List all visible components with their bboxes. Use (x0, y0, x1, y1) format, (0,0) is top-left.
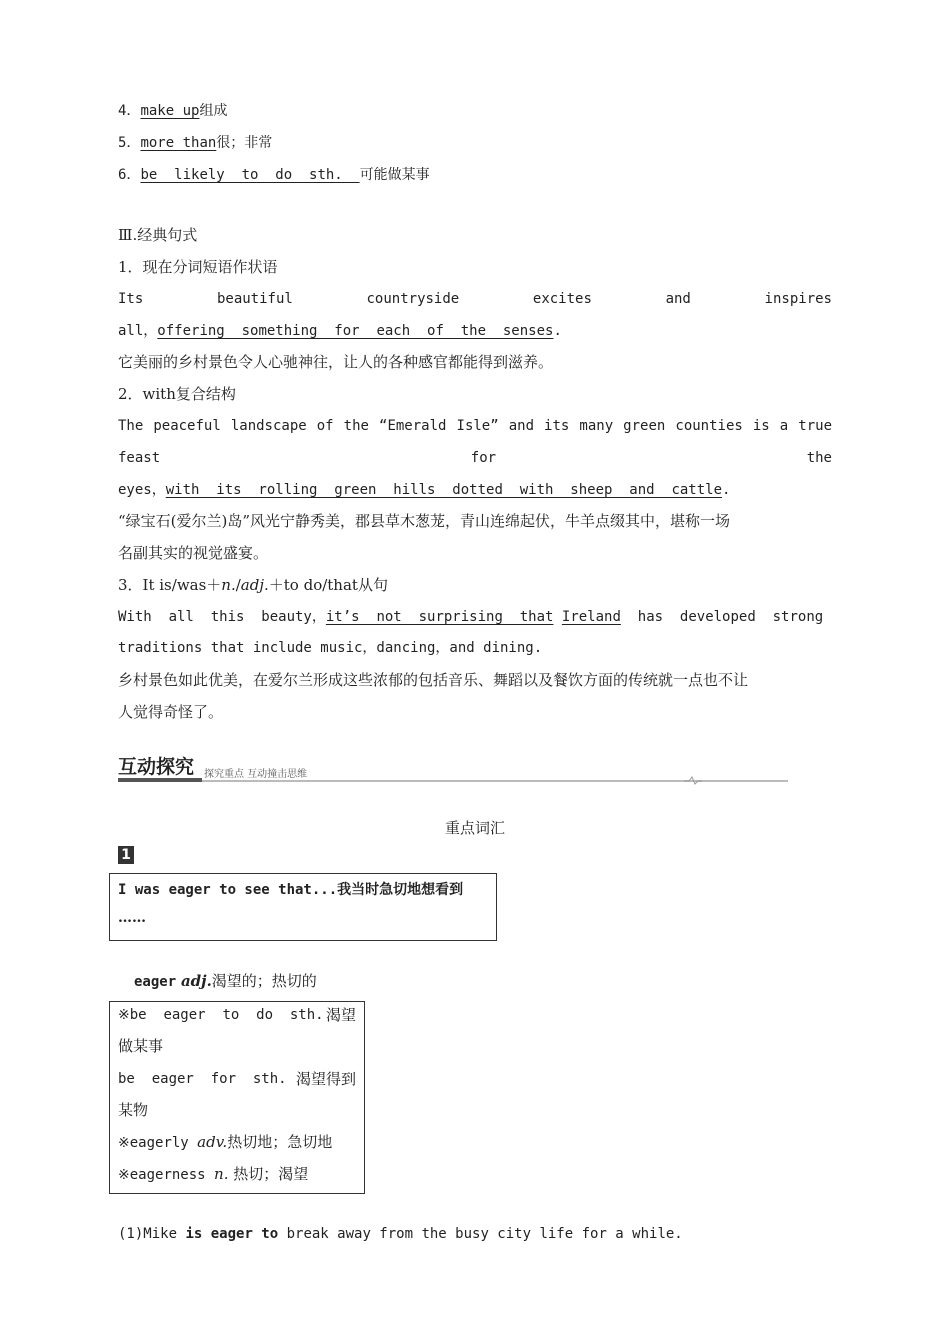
banner-subtitle: 探究重点 互动撞击思维 (204, 769, 308, 780)
text-suffix: . (553, 323, 562, 339)
phrase-item-4 (118, 101, 227, 121)
sentence-2-line1: The peaceful landscape of the “Emerald Isle” and its many green counties is a true (118, 418, 832, 434)
text-italic: adj. (240, 576, 269, 594)
usage-line-3 (118, 1069, 356, 1089)
phrase-item-5 (118, 133, 272, 153)
usage-text: ※eagerness (118, 1167, 215, 1183)
key-sentence-line1: I was eager to see that...我当时急切地想看到 (118, 882, 464, 898)
part-of-speech: adv. (197, 1133, 228, 1151)
sentence-1-line2 (118, 321, 562, 341)
usage-line-2: 做某事 (118, 1037, 164, 1055)
usage-meaning: 渴望得到 (295, 1070, 356, 1088)
sentence-1-title: 1．现在分词短语作状语 (118, 258, 278, 276)
text-italic: n. (221, 576, 236, 594)
text-suffix: . (722, 482, 731, 498)
word: for (470, 450, 497, 466)
phrase-english: be likely to do sth. (140, 167, 360, 183)
text: / (235, 576, 241, 594)
text: 3．It is/was＋ (118, 576, 222, 594)
phrase-chinese: 组成 (199, 103, 228, 119)
sentence-2-title: 2．with复合结构 (118, 385, 236, 403)
sentence-2-translation-line1: “绿宝石(爱尔兰)岛”风光宁静秀美，郡县草木葱茏，青山连绵起伏，牛羊点缀其中，堪称一场 (118, 512, 731, 530)
usage-line-1 (118, 1005, 356, 1025)
text-prefix: With all this beauty， (118, 609, 326, 625)
underlined-phrase: it’s not surprising that (325, 609, 554, 625)
phrase-english: make up (140, 103, 200, 119)
sentence-2-translation-line2: 名副其实的视觉盛宴。 (118, 544, 269, 562)
text-suffix: has developed strong (620, 609, 824, 625)
text-prefix: all， (118, 323, 158, 339)
sentence-2-line3 (118, 480, 730, 500)
key-sentence-box (109, 873, 497, 941)
underlined-phrase: offering something for each of the senses (157, 323, 554, 339)
section-heading-sentences: Ⅲ.经典句式 (118, 226, 198, 244)
eager-definition (134, 971, 317, 992)
sentence-1-line1 (118, 289, 832, 309)
item-number-badge: 1 (118, 846, 134, 864)
bold-phrase: is eager to (185, 1226, 279, 1242)
usage-line-6 (118, 1164, 308, 1185)
usage-box (109, 1001, 365, 1194)
text (553, 609, 561, 625)
section-title: 重点词汇 (444, 819, 505, 837)
example-sentence-1 (118, 1224, 683, 1244)
word: inspires (764, 291, 832, 307)
word: and (665, 291, 691, 307)
sentence-2-line2 (118, 448, 832, 468)
word: excites (532, 291, 592, 307)
phrase-english: more than (140, 135, 217, 151)
usage-text: ※be eager to do sth. (118, 1007, 324, 1023)
banner-title: 互动探究 (118, 756, 195, 778)
word: countryside (366, 291, 460, 307)
sentence-3-translation-line1: 乡村景色如此优美，在爱尔兰形成这些浓郁的包括音乐、舞蹈以及餐饮方面的传统就一点也不让 (118, 671, 749, 689)
sentence-1-translation: 它美丽的乡村景色令人心驰神往，让人的各种感官都能得到滋养。 (118, 353, 554, 371)
part-of-speech: adj. (180, 972, 212, 990)
text-suffix: break away from the busy city life for a while. (278, 1226, 683, 1242)
banner-notch-icon (684, 776, 702, 786)
underlined-word: Ireland (561, 609, 621, 625)
sentence-3-line1 (118, 607, 823, 627)
definition: 渴望的；热切的 (211, 972, 317, 990)
phrase-item-6 (118, 165, 430, 185)
key-sentence-line2: …… (118, 910, 146, 926)
word: Its (118, 291, 144, 307)
headword: eager (134, 974, 177, 990)
phrase-number: 6． (118, 167, 141, 183)
text-prefix: eyes， (118, 482, 166, 498)
usage-meaning: 渴望 (325, 1006, 356, 1024)
underlined-phrase: with its rolling green hills dotted with sheep and cattle (165, 482, 723, 498)
usage-text: be eager for sth. (118, 1071, 287, 1087)
sentence-3-translation-line2: 人觉得奇怪了。 (118, 703, 224, 721)
word: the (806, 450, 832, 466)
word: feast (118, 450, 161, 466)
usage-meaning: 热切地；急切地 (227, 1133, 333, 1151)
part-of-speech: n. (214, 1165, 229, 1183)
phrase-chinese: 可能做某事 (359, 167, 430, 183)
phrase-chinese: 很；非常 (216, 135, 273, 151)
usage-text: ※eagerly (118, 1135, 198, 1151)
usage-line-5 (118, 1132, 332, 1153)
sentence-3-line2: traditions that include music，dancing，and dining. (118, 640, 543, 656)
phrase-number: 5． (118, 135, 141, 151)
usage-meaning: 热切；渴望 (228, 1165, 309, 1183)
phrase-number: 4． (118, 103, 141, 119)
text-prefix: (1)Mike (118, 1226, 186, 1242)
sentence-3-title (118, 575, 388, 595)
word: beautiful (216, 291, 293, 307)
usage-line-4: 某物 (118, 1101, 149, 1119)
text: ＋to do/that从句 (268, 576, 388, 594)
